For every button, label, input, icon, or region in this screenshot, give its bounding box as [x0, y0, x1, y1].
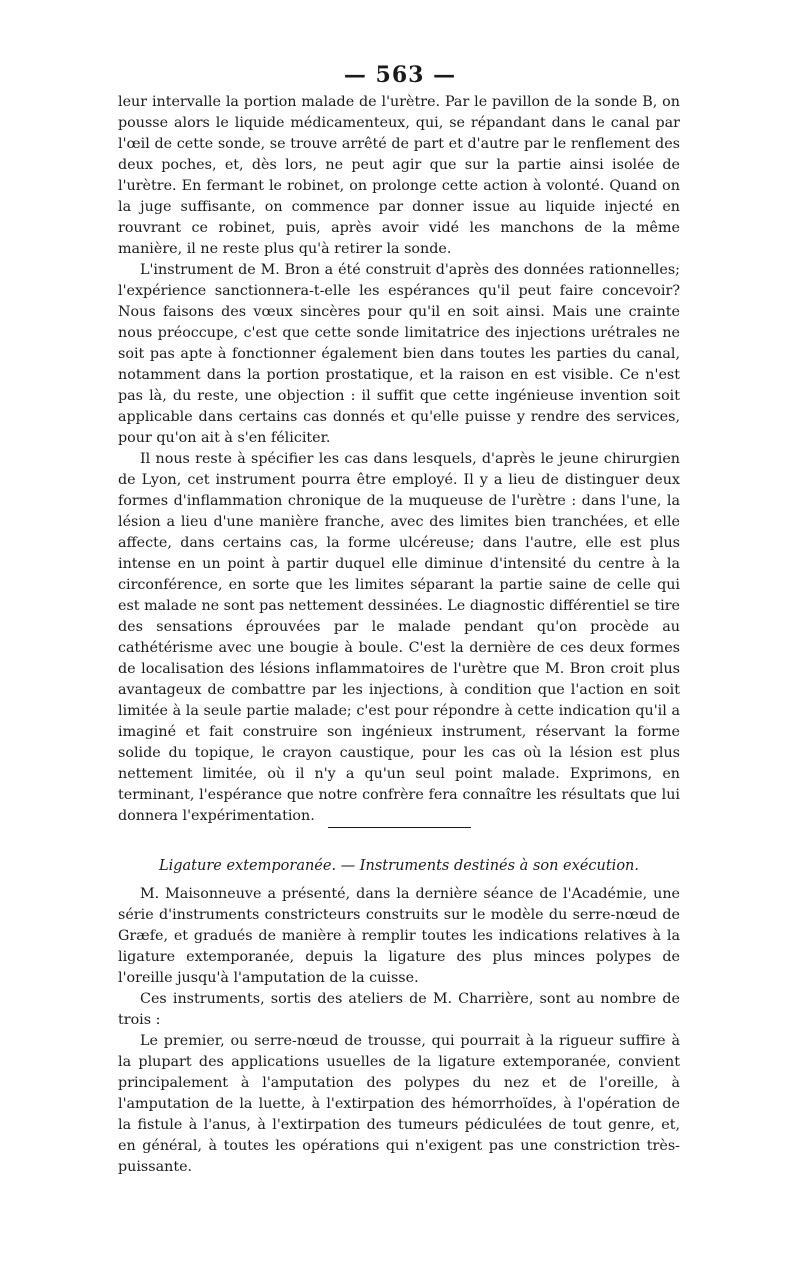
- paragraph: M. Maisonneuve a présenté, dans la dernière séance de l'Académie, une série d'instruments constricteurs construits sur le modèle du serre-nœud de Græfe, et gradués de manière à remplir toutes les indications relatives à la ligature extemporanée, depuis la ligature des plus minces polypes de l'oreille jusqu'à l'amputation de la cuisse.: [118, 886, 680, 986]
- paragraph: Le premier, ou serre-nœud de trousse, qui pourrait à la rigueur suffire à la plupart des applications usuelles de la ligature extemporanée, convient principalement à l'amputation des polypes du nez et de l'oreille, à l'amputation de la luette, à l'extirpation des hémorrhoïdes, à l'opération de la fistule à l'anus, à l'extirpation des tumeurs pédiculées de tout genre, et, en général, à toutes les opérations qui n'exigent pas une constriction très-puissante.: [118, 1033, 680, 1175]
- section-heading: Ligature extemporanée. — Instruments destinés à son exécution.: [158, 858, 639, 874]
- section-divider: [328, 827, 471, 828]
- page-number: — 563 —: [343, 62, 457, 88]
- body-text-top: [118, 92, 680, 827]
- paragraph: leur intervalle la portion malade de l'urètre. Par le pavillon de la sonde B, on pousse alors le liquide médicamenteux, qui, se répandant dans le canal par l'œil de cette sonde, se trouve arrêté de part et d'autre par le renflement des deux poches, et, dès lors, ne peut agir que sur la partie ainsi isolée de l'urètre. En fermant le robinet, on prolonge cette action à volonté. Quand on la juge suffisante, on commence par donner issue au liquide injecté en rouvrant ce robinet, puis, après avoir vidé les manchons de la même manière, il ne reste plus qu'à retirer la sonde.: [118, 94, 680, 257]
- paragraph: Ces instruments, sortis des ateliers de M. Charrière, sont au nombre de trois :: [118, 991, 680, 1028]
- body-text-bottom: [118, 884, 680, 1178]
- paragraph: Il nous reste à spécifier les cas dans lesquels, d'après le jeune chirurgien de Lyon, cet instrument pourra être employé. Il y a lieu de distinguer deux formes d'inflammation chronique de la muqueuse de l'urètre : dans l'une, la lésion a lieu d'une manière franche, avec des limites bien tranchées, et elle affecte, dans certains cas, la forme ulcéreuse; dans l'autre, elle est plus intense en un point à partir duquel elle diminue d'intensité du centre à la circonférence, en sorte que les limites séparant la partie saine de celle qui est malade ne sont pas nettement dessinées. Le diagnostic différentiel se tire des sensations éprouvées par le malade pendant qu'on procède au cathétérisme avec une bougie à boule. C'est la dernière de ces deux formes de localisation des lésions inflammatoires de l'urètre que M. Bron croit plus avantageux de combattre par les injections, à condition que l'action en soit limitée à la seule partie malade; c'est pour répondre à cette indication qu'il a imaginé et fait construire son ingénieux instrument, réservant la forme solide du topique, le crayon caustique, pour les cas où la lésion est plus nettement limitée, où il n'y a qu'un seul point malade. Exprimons, en terminant, l'espérance que notre confrère fera connaître les résultats que lui donnera l'expérimentation.: [118, 451, 680, 824]
- paragraph: L'instrument de M. Bron a été construit d'après des données rationnelles; l'expérience sanctionnera-t-elle les espérances qu'il peut faire concevoir? Nous faisons des vœux sincères pour qu'il en soit ainsi. Mais une crainte nous préoccupe, c'est que cette sonde limitatrice des injections urétrales ne soit pas apte à fonctionner également bien dans toutes les parties du canal, notamment dans la portion prostatique, et la raison en est visible. Ce n'est pas là, du reste, une objection : il suffit que cette ingénieuse invention soit applicable dans certains cas donnés et qu'elle puisse y rendre des services, pour qu'on ait à s'en féliciter.: [118, 262, 680, 446]
